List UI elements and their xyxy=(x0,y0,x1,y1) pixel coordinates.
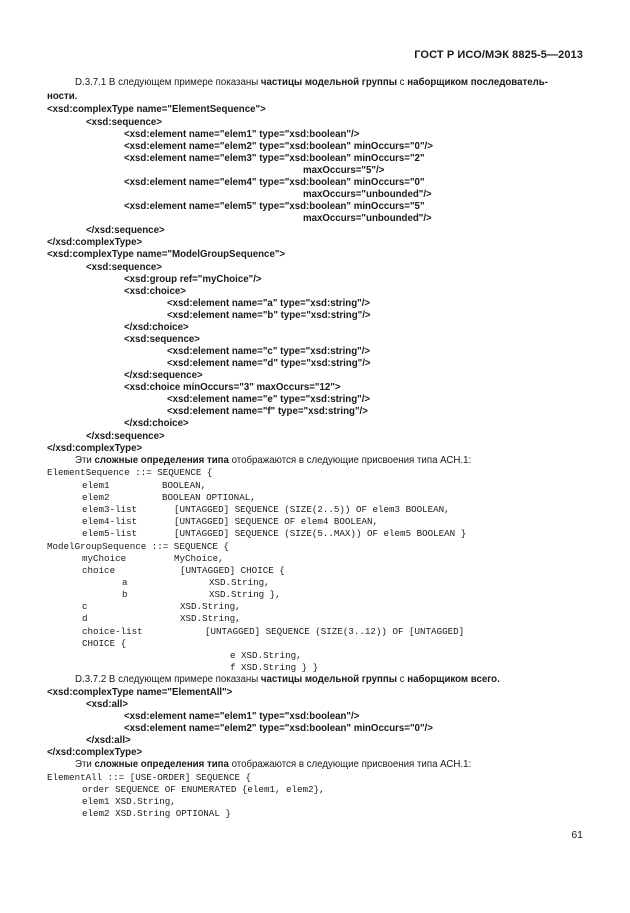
code-line: </xsd:complexType> xyxy=(47,237,143,248)
code-line: <xsd:element name="elem3" type="xsd:boolean" minOccurs="2" xyxy=(124,153,425,164)
asn1-field-name: myChoice xyxy=(82,553,127,564)
asn1-line: ModelGroupSequence ::= SEQUENCE { xyxy=(47,541,229,552)
asn1-field-type: [UNTAGGED] SEQUENCE OF elem4 BOOLEAN, xyxy=(174,516,378,527)
code-line: </xsd:choice> xyxy=(124,418,189,429)
code-line: </xsd:sequence> xyxy=(86,225,165,236)
code-line: <xsd:choice minOccurs="3" maxOccurs="12"> xyxy=(124,382,341,393)
asn1-field-name: d xyxy=(82,613,88,624)
code-line: <xsd:element name="f" type="xsd:string"/> xyxy=(167,406,368,417)
code-line: <xsd:sequence> xyxy=(86,262,162,273)
code-line: <xsd:element name="e" type="xsd:string"/> xyxy=(167,394,371,405)
code-line: </xsd:sequence> xyxy=(124,370,203,381)
code-line: <xsd:element name="b" type="xsd:string"/> xyxy=(167,310,371,321)
asn1-field-type: XSD.String }, xyxy=(209,589,281,600)
asn1-field-name: c xyxy=(82,601,88,612)
code-line: <xsd:element name="a" type="xsd:string"/> xyxy=(167,298,371,309)
code-line: <xsd:sequence> xyxy=(86,117,162,128)
asn1-field-name: elem1 xyxy=(82,480,110,491)
asn1-line: ElementAll ::= [USE-ORDER] SEQUENCE { xyxy=(47,772,251,783)
code-line: maxOccurs="unbounded"/> xyxy=(303,213,432,224)
asn1-field-type: [UNTAGGED] CHOICE { xyxy=(180,565,285,576)
asn1-line: e XSD.String, xyxy=(230,650,302,661)
asn1-line: order SEQUENCE OF ENUMERATED {elem1, elem2}, xyxy=(82,784,325,795)
code-line: <xsd:element name="elem2" type="xsd:boolean" minOccurs="0"/> xyxy=(124,723,433,734)
asn1-field-name: b xyxy=(122,589,128,600)
code-line: <xsd:all> xyxy=(86,699,129,710)
standard-header: ГОСТ Р ИСО/МЭК 8825-5—2013 xyxy=(414,49,583,61)
asn1-field-type: XSD.String, xyxy=(209,577,270,588)
asn1-line: elem2 XSD.String OPTIONAL } xyxy=(82,808,231,819)
code-line: </xsd:all> xyxy=(86,735,131,746)
asn1-line: elem1 XSD.String, xyxy=(82,796,176,807)
asn1-field-type: BOOLEAN OPTIONAL, xyxy=(162,492,256,503)
asn1-field-name: elem3-list xyxy=(82,504,138,515)
section-d372-intro: D.3.7.2 В следующем примере показаны частицы модельной группы с наборщиком всего. xyxy=(75,674,500,685)
code-line: <xsd:element name="elem1" type="xsd:boolean"/> xyxy=(124,711,360,722)
mapping-sentence-2: Эти сложные определения типа отображаются в следующие присвоения типа АСН.1: xyxy=(75,759,472,770)
code-line: <xsd:element name="elem4" type="xsd:boolean" minOccurs="0" xyxy=(124,177,425,188)
code-line: <xsd:element name="elem5" type="xsd:boolean" minOccurs="5" xyxy=(124,201,425,212)
code-line: maxOccurs="unbounded"/> xyxy=(303,189,432,200)
code-line: <xsd:sequence> xyxy=(124,334,200,345)
asn1-field-type: XSD.String, xyxy=(180,613,241,624)
asn1-line: f XSD.String } } xyxy=(230,662,319,673)
section-d371-intro: D.3.7.1 В следующем примере показаны частицы модельной группы с наборщиком последователь- xyxy=(75,77,548,88)
code-line: <xsd:element name="d" type="xsd:string"/> xyxy=(167,358,371,369)
asn1-field-type: XSD.String, xyxy=(180,601,241,612)
code-line: </xsd:complexType> xyxy=(47,443,143,454)
code-line: <xsd:group ref="myChoice"/> xyxy=(124,274,262,285)
code-line: <xsd:choice> xyxy=(124,286,186,297)
code-line: maxOccurs="5"/> xyxy=(303,165,385,176)
asn1-field-name: choice-list xyxy=(82,626,143,637)
asn1-field-type: BOOLEAN, xyxy=(162,480,207,491)
code-line: <xsd:complexType name="ElementAll"> xyxy=(47,687,233,698)
asn1-field-type: [UNTAGGED] SEQUENCE (SIZE(3..12)) OF [UNTAGGED] xyxy=(205,626,465,637)
code-line: <xsd:element name="elem1" type="xsd:boolean"/> xyxy=(124,129,360,140)
section-d371-intro-cont: ности. xyxy=(47,91,78,102)
mapping-sentence-1: Эти сложные определения типа отображаются в следующие присвоения типа АСН.1: xyxy=(75,455,472,466)
code-line: <xsd:element name="elem2" type="xsd:boolean" minOccurs="0"/> xyxy=(124,141,433,152)
asn1-field-type: [UNTAGGED] SEQUENCE (SIZE(5..MAX)) OF elem5 BOOLEAN } xyxy=(174,528,467,539)
asn1-field-name: elem5-list xyxy=(82,528,138,539)
code-line: </xsd:complexType> xyxy=(47,747,143,758)
asn1-field-name: elem2 xyxy=(82,492,110,503)
asn1-field-type: MyChoice, xyxy=(174,553,224,564)
asn1-line: ElementSequence ::= SEQUENCE { xyxy=(47,467,213,478)
code-line: <xsd:element name="c" type="xsd:string"/> xyxy=(167,346,371,357)
code-line: </xsd:choice> xyxy=(124,322,189,333)
code-line: <xsd:complexType name="ElementSequence"> xyxy=(47,104,266,115)
code-line: </xsd:sequence> xyxy=(86,431,165,442)
asn1-field-name: a xyxy=(122,577,128,588)
asn1-field-name: elem4-list xyxy=(82,516,138,527)
asn1-field-type: [UNTAGGED] SEQUENCE (SIZE(2..5)) OF elem3 BOOLEAN, xyxy=(174,504,450,515)
asn1-field-name: choice xyxy=(82,565,116,576)
code-line: <xsd:complexType name="ModelGroupSequence"> xyxy=(47,249,286,260)
asn1-line: CHOICE { xyxy=(82,638,127,649)
page-number: 61 xyxy=(571,829,583,841)
